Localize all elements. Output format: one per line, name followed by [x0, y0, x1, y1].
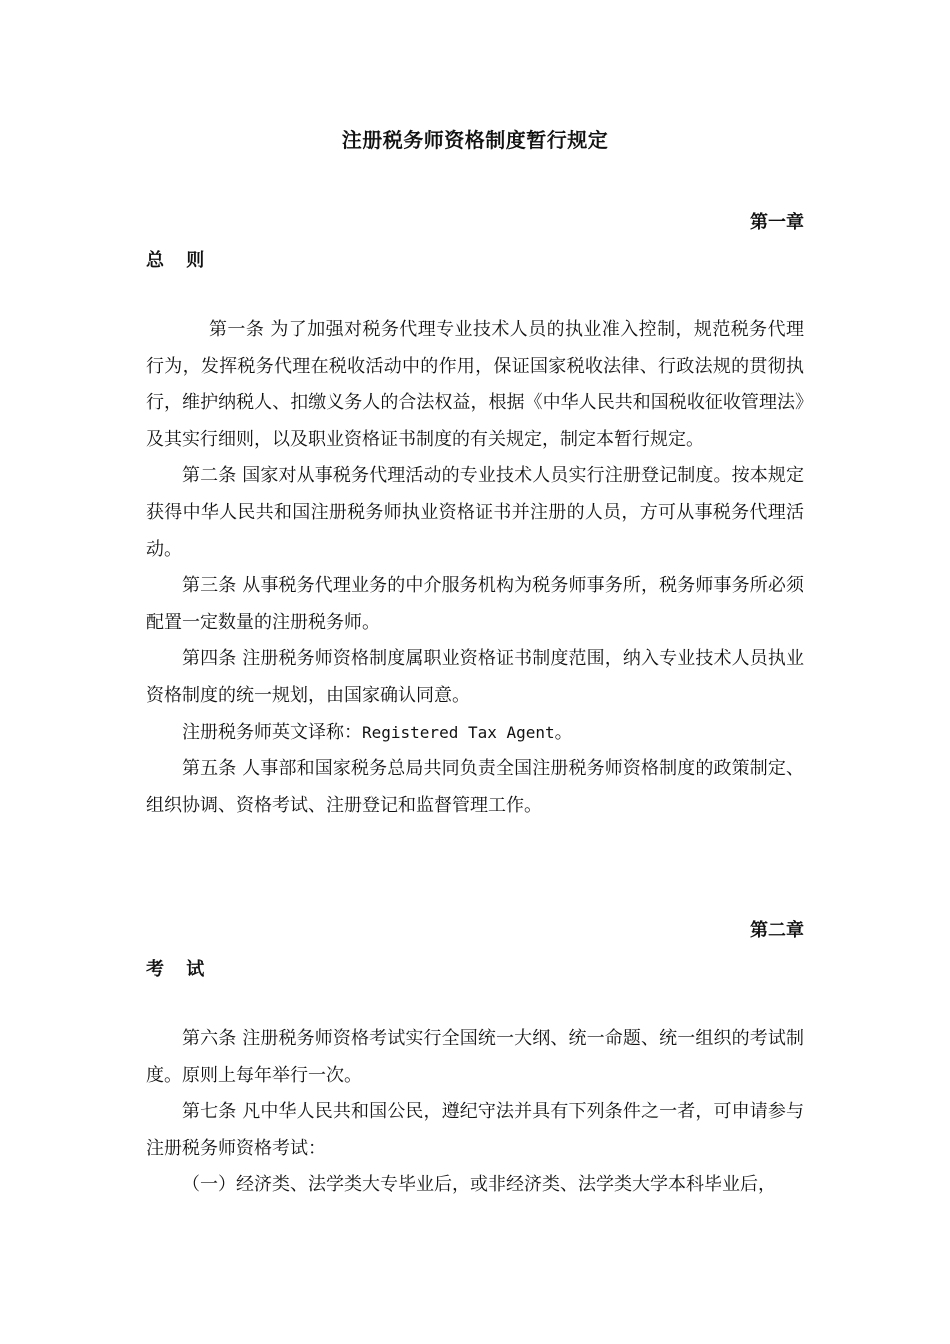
chapter-1-name: 总 则 — [146, 250, 213, 271]
article-7: 第七条 凡中华人民共和国公民，遵纪守法并具有下列条件之一者，可申请参与注册税务师资格考试： — [146, 1101, 804, 1159]
article-7-item-1: （一）经济类、法学类大专毕业后，或非经济类、法学类大学本科毕业后， — [182, 1174, 776, 1196]
english-name-value: Registered Tax Agent — [362, 722, 555, 742]
english-name-end: 。 — [554, 721, 573, 743]
article-5: 第五条 人事部和国家税务总局共同负责全国注册税务师资格制度的政策制定、组织协调、资格考试、注册登记和监督管理工作。 — [146, 758, 804, 816]
chapter-1-body — [146, 312, 804, 824]
english-name-label: 注册税务师英文译称： — [182, 721, 362, 743]
article-2: 第二条 国家对从事税务代理活动的专业技术人员实行注册登记制度。按本规定获得中华人民共和国注册税务师执业资格证书并注册的人员，方可从事税务代理活动。 — [146, 465, 804, 560]
chapter-2-name: 考 试 — [146, 959, 213, 980]
article-3: 第三条 从事税务代理业务的中介服务机构为税务师事务所，税务师事务所必须配置一定数量的注册税务师。 — [146, 575, 804, 633]
english-name-line — [146, 715, 804, 752]
chapter-1-number: 第一章 — [750, 212, 804, 233]
article-1: 第一条 为了加强对税务代理专业技术人员的执业准入控制，规范税务代理行为，发挥税务代理在税收活动中的作用，保证国家税收法律、行政法规的贯彻执行，维护纳税人、扣缴义务人的合法权益，根据《中华人民共和国税收征收管理法》及其实行细则，以及职业资格证书制度的有关规定，制定本暂行规定。 — [146, 319, 804, 450]
chapter-2-body — [146, 1021, 804, 1204]
document-title: 注册税务师资格制度暂行规定 — [341, 128, 609, 152]
article-6: 第六条 注册税务师资格考试实行全国统一大纲、统一命题、统一组织的考试制度。原则上每年举行一次。 — [146, 1028, 804, 1086]
article-4: 第四条 注册税务师资格制度属职业资格证书制度范围，纳入专业技术人员执业资格制度的统一规划，由国家确认同意。 — [146, 648, 804, 706]
chapter-2-number: 第二章 — [750, 920, 804, 941]
